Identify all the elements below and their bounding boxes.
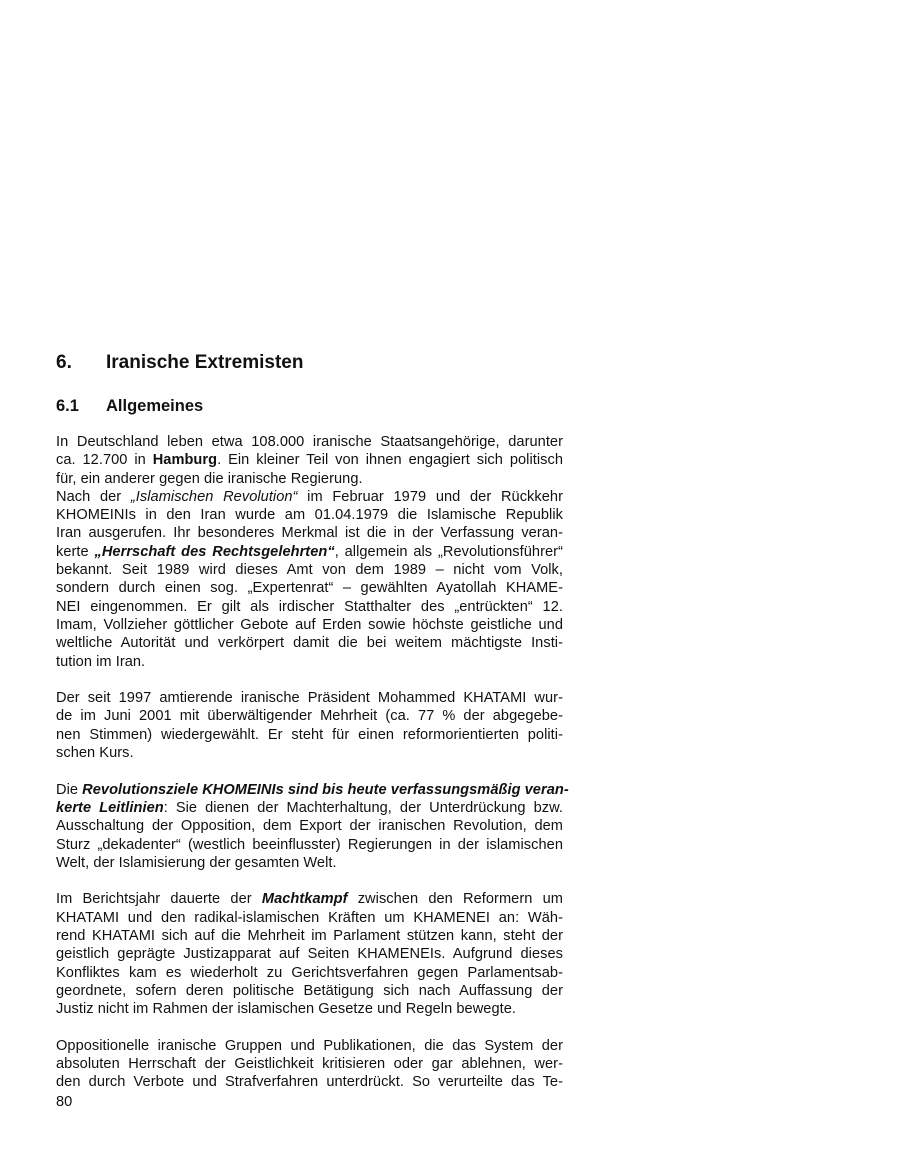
text-line: NEI eingenommen. Er gilt als irdischer Statthalter des „entrückten“ 12.: [56, 598, 563, 615]
paragraph-3: [56, 781, 569, 872]
text-line: weltliche Autorität und verkörpert damit die bei weitem mächtigste Insti-: [56, 635, 563, 652]
text-line: sondern durch einen sog. „Expertenrat“ – gewählten Ayatollah KHAME-: [56, 580, 563, 597]
chapter-number: 6.: [56, 352, 72, 373]
text-line: Konfliktes kam es wiederholt zu Gerichtsverfahren gegen Parlamentsab-: [56, 964, 563, 981]
text-line: tution im Iran.: [56, 653, 146, 670]
section-number: 6.1: [56, 397, 79, 415]
paragraph-1: [56, 433, 563, 671]
text-line: Imam, Vollzieher göttlicher Gebote auf Erden sowie höchste geistliche und: [56, 616, 563, 633]
text-line: den durch Verbote und Strafverfahren unterdrückt. So verurteilte das Te-: [56, 1074, 563, 1091]
page-number: 80: [56, 1094, 73, 1110]
text-line: KHATAMI und den radikal-islamischen Kräften um KHAMENEI an: Wäh-: [56, 909, 563, 926]
text-line: geordnete, sofern deren politische Betätigung sich nach Auffassung der: [56, 982, 563, 999]
text-line: Iran ausgerufen. Ihr besonderes Merkmal ist die in der Verfassung veran-: [56, 525, 563, 542]
paragraph-2: [56, 689, 563, 762]
text-line: kerte Leitlinien: Sie dienen der Machterhaltung, der Unterdrückung bzw.: [56, 799, 563, 816]
section-heading: [56, 397, 203, 416]
paragraph-4: [56, 890, 563, 1018]
text-line: kerte „Herrschaft des Rechtsgelehrten“, allgemein als „Revolutionsführer“: [56, 543, 563, 560]
section-title: Allgemeines: [106, 397, 204, 415]
emphasis-islamische-revolution: „Islamischen Revolution“: [130, 488, 298, 505]
emphasis-herrschaft: „Herrschaft des Rechtsgelehrten“: [94, 543, 335, 560]
text-line: de im Juni 2001 mit überwältigender Mehrheit (ca. 77 % der abgegebe-: [56, 708, 563, 725]
text-line: Justiz nicht im Rahmen der islamischen Gesetze und Regeln bewegte.: [56, 1001, 516, 1018]
text-line: bekannt. Seit 1989 wird dieses Amt von dem 1989 – nicht vom Volk,: [56, 562, 563, 579]
text-line: In Deutschland leben etwa 108.000 iranische Staatsangehörige, darunter: [56, 434, 563, 450]
emphasis-machtkampf: Machtkampf: [261, 891, 348, 908]
text-line: nen Stimmen) wiedergewählt. Er steht für einen reformorientierten politi-: [56, 726, 563, 743]
text-line: Welt, der Islamisierung der gesamten Welt.: [56, 854, 337, 871]
emphasis-revolutionsziele: Revolutionsziele KHOMEINIs sind bis heute verfassungsmäßig veran-: [82, 781, 569, 798]
text-line: absoluten Herrschaft der Geistlichkeit kritisieren oder gar ablehnen, wer-: [56, 1056, 563, 1073]
text-line: Im Berichtsjahr dauerte der Machtkampf zwischen den Reformern um: [56, 891, 563, 908]
text-line: Ausschaltung der Opposition, dem Export der iranischen Revolution, dem: [56, 818, 563, 835]
body-text: [56, 433, 569, 1092]
chapter-title: Iranische Extremisten: [106, 352, 304, 373]
emphasis-leitlinien: kerte Leitlinien: [56, 799, 164, 816]
text-line: KHOMEINIs in den Iran wurde am 01.04.1979 die Islamische Republik: [56, 507, 563, 524]
chapter-heading: [56, 352, 303, 374]
text-line: Die Revolutionsziele KHOMEINIs sind bis heute verfassungsmäßig veran-: [56, 781, 569, 798]
text-line: schen Kurs.: [56, 745, 134, 762]
emphasis-hamburg: Hamburg: [152, 452, 218, 469]
text-line: Der seit 1997 amtierende iranische Präsident Mohammed KHATAMI wur-: [56, 690, 563, 707]
text-line: geistlich geprägte Justizapparat auf Seiten KHAMENEIs. Aufgrund dieses: [56, 946, 563, 963]
text-line: ca. 12.700 in Hamburg. Ein kleiner Teil von ihnen engagiert sich politisch: [56, 452, 563, 469]
text-line: für, ein anderer gegen die iranische Regierung.: [56, 470, 363, 487]
text-line: Sturz „dekadenter“ (westlich beeinflusster) Regierungen in der islamischen: [56, 836, 563, 853]
text-line: Nach der „Islamischen Revolution“ im Februar 1979 und der Rückkehr: [56, 488, 563, 505]
paragraph-5: [56, 1037, 563, 1092]
text-line: rend KHATAMI sich auf die Mehrheit im Parlament stützen kann, steht der: [56, 928, 563, 945]
text-line: Oppositionelle iranische Gruppen und Publikationen, die das System der: [56, 1037, 563, 1054]
